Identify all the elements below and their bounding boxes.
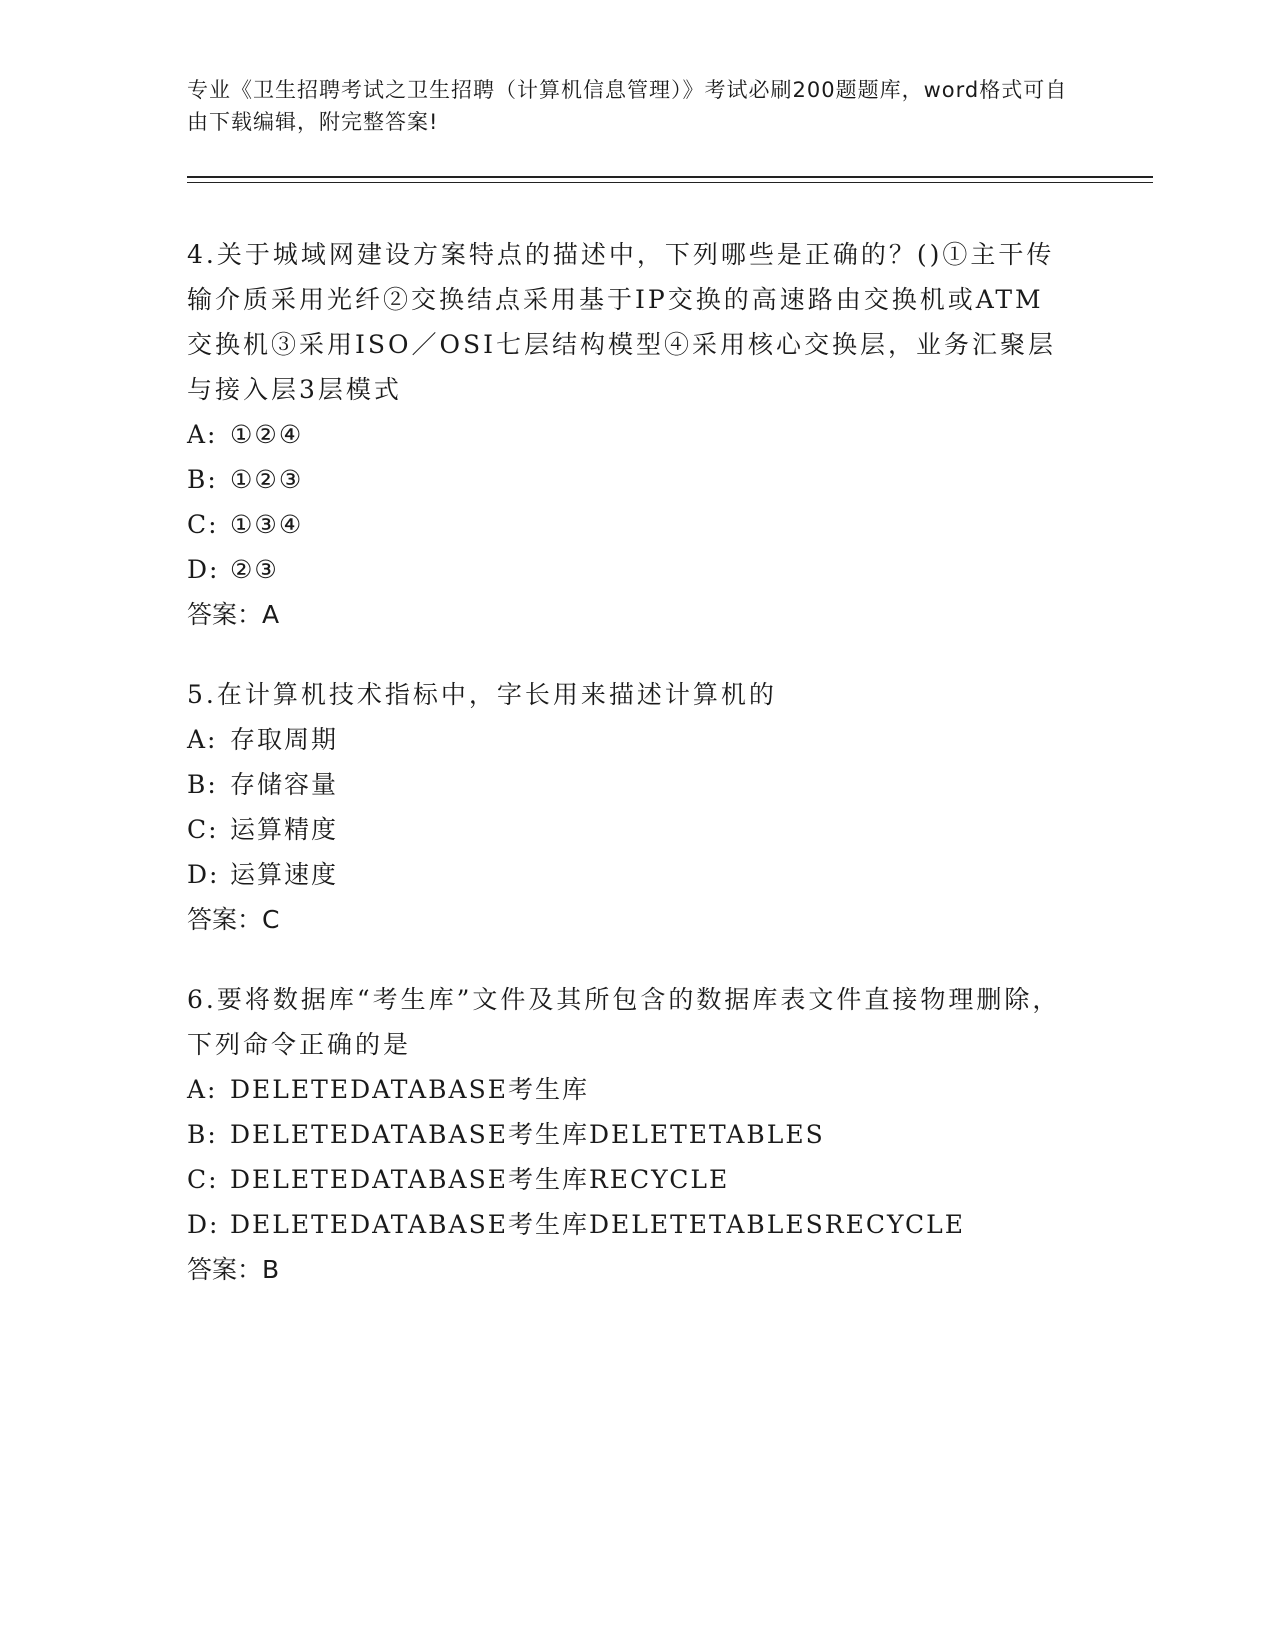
- option-a: [187, 1067, 1067, 1112]
- option-letter: A:: [187, 725, 218, 754]
- option-c: [187, 502, 1067, 547]
- answer-line: 答案：C: [187, 905, 280, 934]
- option-letter: C:: [187, 815, 219, 844]
- option-text: ①②③: [230, 465, 304, 494]
- option-c: [187, 1157, 1067, 1202]
- option-letter: D:: [187, 1210, 220, 1239]
- option-letter: B:: [187, 1120, 218, 1149]
- option-letter: A:: [187, 420, 218, 449]
- option-b: [187, 457, 1067, 502]
- option-d: [187, 547, 1067, 592]
- option-d: [187, 852, 1067, 897]
- header-rule-thick: [187, 176, 1153, 178]
- option-b: [187, 1112, 1067, 1157]
- question-text: 6.要将数据库“考生库”文件及其所包含的数据库表文件直接物理删除，下列命令正确的是: [187, 985, 1061, 1059]
- answer-line: 答案：A: [187, 600, 280, 629]
- option-c: [187, 807, 1067, 852]
- question-text: 4.关于城域网建设方案特点的描述中，下列哪些是正确的？()①主干传输介质采用光纤②交换结点采用基于IP交换的高速路由交换机或ATM交换机③采用ISO／OSI七层结构模型④采用核心交换层，业务汇聚层与接入层3层模式: [187, 240, 1056, 404]
- option-text: DELETEDATABASE考生库: [230, 1075, 589, 1104]
- option-text: 运算速度: [230, 860, 339, 889]
- option-text: 存取周期: [230, 725, 339, 754]
- option-text: DELETEDATABASE考生库DELETETABLESRECYCLE: [230, 1210, 965, 1239]
- answer-line: 答案：B: [187, 1255, 280, 1284]
- question-6: [187, 977, 1067, 1292]
- option-letter: B:: [187, 465, 218, 494]
- option-text: DELETEDATABASE考生库RECYCLE: [230, 1165, 730, 1194]
- option-text: ①②④: [230, 420, 304, 449]
- option-letter: A:: [187, 1075, 218, 1104]
- option-text: 运算精度: [230, 815, 339, 844]
- option-d: [187, 1202, 1067, 1247]
- option-letter: B:: [187, 770, 218, 799]
- option-a: [187, 717, 1067, 762]
- option-text: ①③④: [230, 510, 304, 539]
- question-5: [187, 672, 1067, 942]
- question-4: [187, 232, 1067, 637]
- document-header: 专业《卫生招聘考试之卫生招聘（计算机信息管理）》考试必刷200题题库，word格式可自由下载编辑，附完整答案!: [187, 78, 1068, 134]
- option-text: ②③: [230, 555, 279, 584]
- option-letter: C:: [187, 1165, 219, 1194]
- option-text: 存储容量: [230, 770, 339, 799]
- option-b: [187, 762, 1067, 807]
- question-text: 5.在计算机技术指标中，字长用来描述计算机的: [187, 680, 777, 709]
- option-text: DELETEDATABASE考生库DELETETABLES: [230, 1120, 825, 1149]
- option-letter: D:: [187, 555, 220, 584]
- option-letter: D:: [187, 860, 220, 889]
- option-letter: C:: [187, 510, 219, 539]
- header-rule-thin: [187, 182, 1153, 183]
- question-list: [187, 232, 1067, 1327]
- option-a: [187, 412, 1067, 457]
